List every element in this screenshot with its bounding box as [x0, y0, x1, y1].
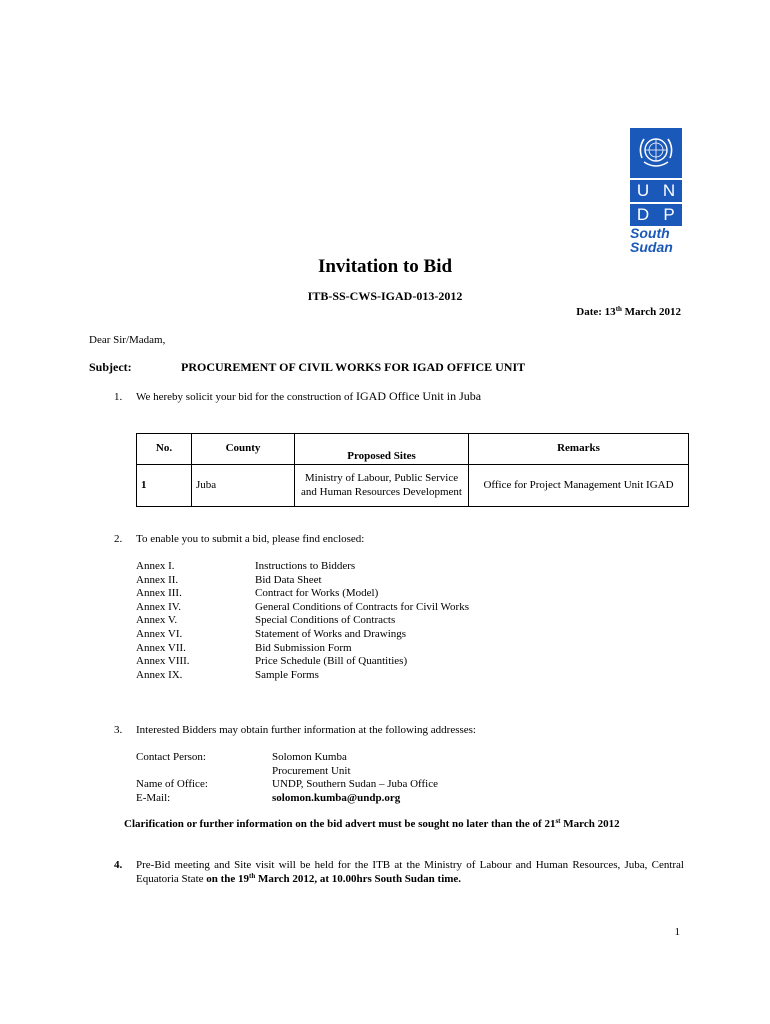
annex-label: Annex VII. — [136, 641, 186, 654]
annex-label: Annex I. — [136, 560, 175, 572]
contact-person-name: Solomon Kumba — [272, 751, 347, 763]
annex-description: Bid Data Sheet — [255, 573, 322, 586]
para2-text: To enable you to submit a bid, please find enclosed: — [136, 533, 365, 545]
header-no: No. — [137, 434, 192, 465]
para1-number: 1. — [114, 391, 123, 403]
annex-description: Instructions to Bidders — [255, 560, 356, 572]
para3-number: 3. — [114, 724, 123, 736]
logo-letter-p: P — [663, 205, 675, 224]
annex-label: Annex VIII. — [136, 655, 190, 668]
para3-text: Interested Bidders may obtain further information at the following addresses: — [136, 724, 476, 736]
annex-label: Annex IX. — [136, 668, 183, 681]
un-emblem-icon — [630, 128, 682, 178]
logo-row-dp — [630, 204, 682, 226]
annex-description: Statement of Works and Drawings — [255, 628, 407, 640]
document-date: Date: 13th March 2012 — [576, 305, 681, 318]
office-label: Name of Office: — [136, 778, 208, 791]
logo-letter-n: N — [662, 181, 676, 200]
reference-number: ITB-SS-CWS-IGAD-013-2012 — [307, 289, 463, 303]
logo-letter-u: U — [636, 181, 650, 200]
logo-subtitle-south: South — [630, 225, 670, 241]
sites-table — [136, 433, 689, 507]
subject-label: Subject: — [89, 360, 132, 374]
table-header-row — [137, 434, 689, 465]
annex-description: Bid Submission Form — [255, 641, 352, 654]
table-row — [137, 465, 689, 507]
annex-description: Sample Forms — [255, 668, 319, 681]
annex-label: Annex VI. — [136, 628, 183, 640]
annex-label: Annex III. — [136, 587, 182, 600]
para2-number: 2. — [114, 533, 123, 545]
header-proposed-sites: Proposed Sites — [295, 434, 469, 465]
contact-person-unit: Procurement Unit — [272, 764, 351, 777]
annex-label: Annex II. — [136, 573, 179, 586]
annex-label: Annex IV. — [136, 600, 182, 613]
contact-person-label: Contact Person: — [136, 751, 206, 763]
header-county: County — [192, 434, 295, 465]
annex-label: Annex V. — [136, 614, 178, 627]
clarification-notice: Clarification or further information on the bid advert must be sought no later than the of 21st March 2012 — [124, 817, 620, 830]
email-label: E-Mail: — [136, 791, 171, 804]
subject-text: PROCUREMENT OF CIVIL WORKS FOR IGAD OFFICE UNIT — [181, 360, 526, 374]
cell-proposed-site: Ministry of Labour, Public Service and Human Resources Development — [295, 465, 469, 507]
para4-number: 4. — [114, 859, 123, 871]
logo-subtitle-sudan: Sudan — [630, 239, 673, 255]
annex-description: Special Conditions of Contracts — [255, 614, 396, 627]
logo-emblem-box — [630, 128, 682, 178]
annex-description: Price Schedule (Bill of Quantities) — [255, 655, 408, 668]
para4-text: Pre-Bid meeting and Site visit will be held for the ITB at the Ministry of Labour and Human Resources, Juba, Central Equatoria State on the 19th March 2012, at 10.00hrs South Sudan time. — [136, 859, 684, 885]
annex-description: Contract for Works (Model) — [255, 587, 379, 600]
salutation: Dear Sir/Madam, — [89, 334, 166, 346]
logo-letter-d: D — [636, 205, 650, 224]
cell-no: 1 — [137, 465, 192, 507]
para1-text: We hereby solicit your bid for the construction of IGAD Office Unit in Juba — [136, 389, 482, 403]
page-number: 1 — [674, 926, 680, 938]
undp-logo — [630, 128, 682, 254]
page-title: Invitation to Bid — [317, 256, 453, 277]
logo-row-un — [630, 180, 682, 202]
cell-remarks: Office for Project Management Unit IGAD — [469, 465, 689, 507]
cell-county: Juba — [192, 465, 295, 507]
annex-description: General Conditions of Contracts for Civil Works — [255, 600, 469, 613]
email-address: solomon.kumba@undp.org — [272, 791, 401, 804]
header-remarks: Remarks — [469, 434, 689, 465]
office-name: UNDP, Southern Sudan – Juba Office — [272, 778, 439, 791]
